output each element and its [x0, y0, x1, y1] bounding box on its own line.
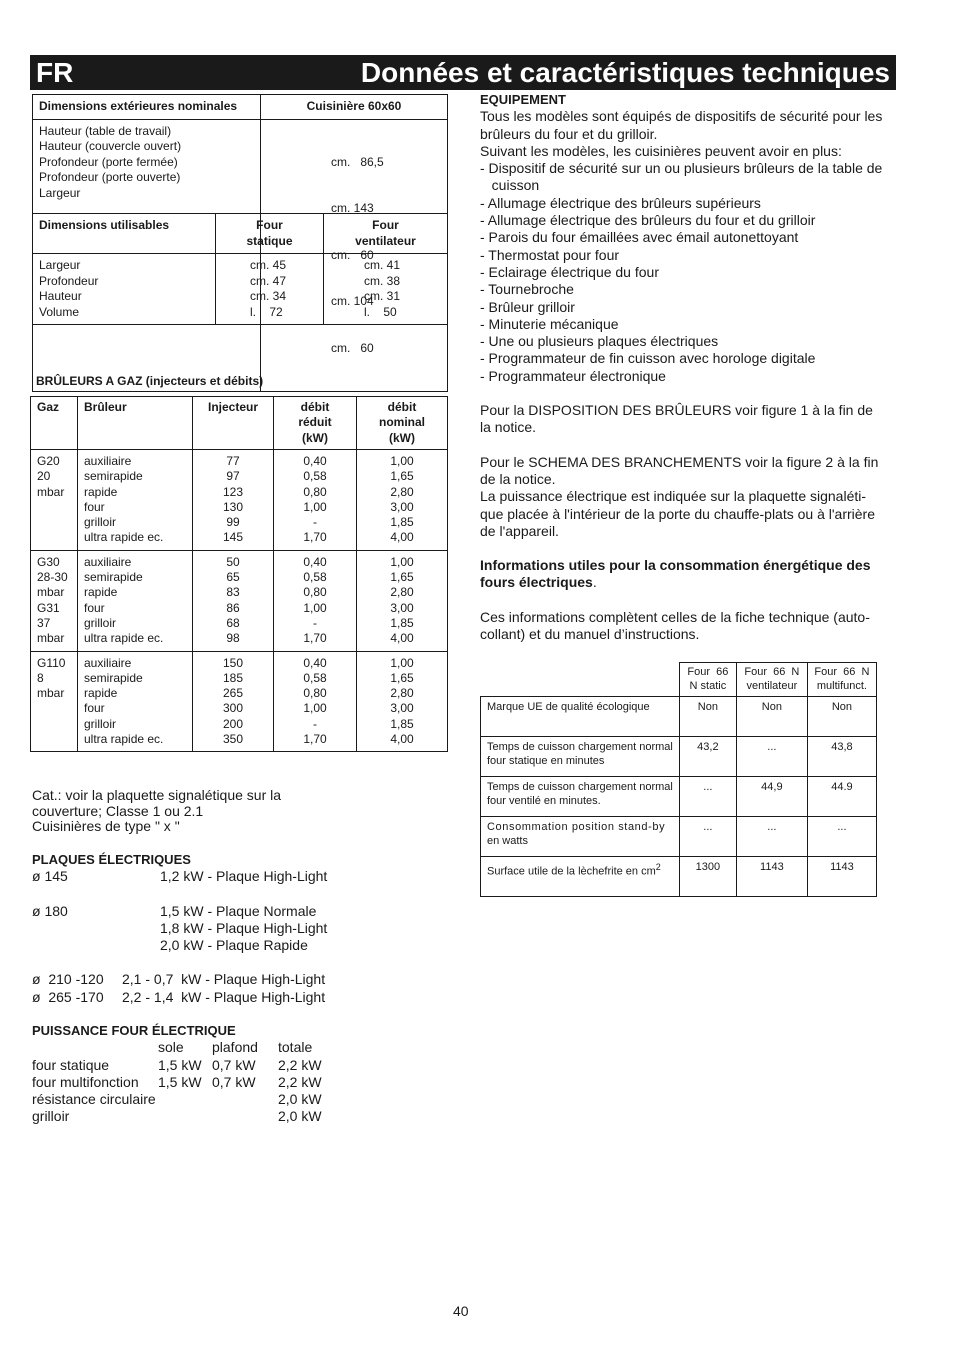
table-cell: ... — [679, 777, 736, 817]
table-row — [481, 777, 877, 817]
list-item: - Allumage électrique des brûleurs supérieurs — [480, 194, 761, 211]
page-header — [30, 55, 896, 90]
power-row: four statique 1,5 kW 0,7 kW 2,2 kW — [32, 1056, 322, 1073]
table-row — [481, 737, 877, 777]
page-number: 40 — [453, 1303, 469, 1319]
list-item: - Programmateur électronique — [480, 367, 666, 384]
list-item: - Brûleur grilloir — [480, 298, 575, 315]
list-item: - Programmateur de fin cuisson avec horologe digitale — [480, 350, 816, 367]
table-header: Brûleur — [78, 397, 193, 450]
table-header: Four 66 N static — [679, 663, 736, 697]
paragraph-line: Ces informations complètent celles de la fiche technique (auto- — [480, 608, 870, 625]
usable-dimensions-table — [32, 213, 448, 325]
plate-row: ø 180 1,5 kW - Plaque Normale — [32, 902, 317, 919]
section-heading: PLAQUES ÉLECTRIQUES — [32, 852, 191, 867]
burner-names: auxiliaire semirapide rapide four grilloir ultra rapide ec. — [78, 651, 193, 752]
static-oven-values: cm. 45 cm. 47 cm. 34 l. 72 — [216, 254, 324, 325]
plate-row: 1,8 kW - Plaque High-Light — [160, 919, 328, 936]
list-item: cuisson — [480, 177, 540, 194]
table-cell: 44,9 — [736, 777, 807, 817]
table-header: Dimensions utilisables — [33, 214, 216, 254]
table-cell: 43,8 — [807, 737, 876, 777]
power-header-row: sole plafond totale — [158, 1039, 313, 1056]
dimension-values: cm. 86,5 cm. 143 cm. 60 cm. 104 cm. 60 — [261, 119, 448, 392]
power-row: grilloir 2,0 kW — [32, 1108, 322, 1125]
row-label: Consommation position stand-by en watts — [481, 817, 680, 857]
reduced-flow-values: 0,40 0,58 0,80 1,00 - 1,70 — [274, 550, 357, 651]
info-heading: fours électriques. — [480, 574, 597, 591]
table-cell: Non — [679, 697, 736, 737]
paragraph-line: brûleurs du four et du grilloir. — [480, 125, 658, 142]
paragraph-line: Tous les modèles sont équipés de dispositifs de sécurité pour les — [480, 108, 883, 125]
gas-type: G30 28-30 mbar G31 37 mbar — [31, 550, 78, 651]
dimension-labels: Hauteur (table de travail) Hauteur (couvercle ouvert) Profondeur (porte fermée) Profondeur (porte ouverte) Largeur — [33, 119, 261, 392]
plate-row: ø 145 1,2 kW - Plaque High-Light — [32, 868, 328, 885]
injector-values: 77 97 123 130 99 145 — [193, 450, 274, 551]
table-cell: Non — [736, 697, 807, 737]
table-cell: 43,2 — [679, 737, 736, 777]
list-item: - Parois du four émaillées avec émail autonettoyant — [480, 229, 799, 246]
table-row — [481, 697, 877, 737]
paragraph-line: Pour la DISPOSITION DES BRÛLEURS voir figure 1 à la fin de — [480, 402, 873, 419]
language-code: FR — [36, 57, 74, 88]
table-cell: ... — [736, 817, 807, 857]
power-row: four multifonction 1,5 kW 0,7 kW 2,2 kW — [32, 1073, 322, 1090]
paragraph-line: La puissance électrique est indiquée sur la plaquette signaléti- — [480, 488, 867, 505]
row-label: Temps de cuisson chargement normal four ventilé en minutes. — [481, 777, 680, 817]
table-row — [31, 550, 448, 651]
section-heading: EQUIPEMENT — [480, 92, 566, 107]
energy-info-table — [480, 662, 877, 897]
category-text: Cat.: voir la plaquette signalétique sur la couverture; Classe 1 ou 2.1 Cuisinières de type " x " — [32, 787, 282, 834]
plate-row: ø 265 -170 2,2 - 1,4 kW - Plaque High-Light — [32, 988, 326, 1005]
table-row — [31, 651, 448, 752]
paragraph-line: la notice. — [480, 419, 537, 436]
row-label: Surface utile de la lèchefrite en $cm^2$ — [481, 857, 680, 897]
gas-burners-table — [30, 396, 448, 752]
paragraph-line: Suivant les modèles, les cuisinières peuvent avoir en plus: — [480, 142, 842, 159]
section-heading: PUISSANCE FOUR ÉLECTRIQUE — [32, 1023, 236, 1038]
table-cell: 1300 — [679, 857, 736, 897]
table-header: débit nominal (kW) — [357, 397, 448, 450]
paragraph-line: collant) et du manuel d’instructions. — [480, 626, 700, 643]
nominal-flow-values: 1,00 1,65 2,80 3,00 1,85 4,00 — [357, 450, 448, 551]
list-item: - Eclairage électrique du four — [480, 263, 659, 280]
table-header: Four 66 N ventilateur — [736, 663, 807, 697]
table-header: Injecteur — [193, 397, 274, 450]
row-label: Marque UE de qualité écologique — [481, 697, 680, 737]
empty-cell — [481, 663, 680, 697]
gas-type: G20 20 mbar — [31, 450, 78, 551]
reduced-flow-values: 0,40 0,58 0,80 1,00 - 1,70 — [274, 450, 357, 551]
list-item: - Tournebroche — [480, 281, 574, 298]
table-cell: ... — [736, 737, 807, 777]
paragraph-line: de la notice. — [480, 470, 556, 487]
injector-values: 150 185 265 300 200 350 — [193, 651, 274, 752]
table-cell: 1143 — [736, 857, 807, 897]
plate-row: 2,0 kW - Plaque Rapide — [160, 937, 308, 954]
table-cell: 44.9 — [807, 777, 876, 817]
paragraph-line: Pour le SCHEMA DES BRANCHEMENTS voir la figure 2 à la fin — [480, 453, 879, 470]
page-title: Données et caractéristiques techniques — [360, 57, 890, 88]
gas-type: G110 8 mbar — [31, 651, 78, 752]
table-row — [481, 857, 877, 897]
info-heading: Informations utiles pour la consommation énergétique des — [480, 557, 871, 574]
burner-names: auxiliaire semirapide rapide four grilloir ultra rapide ec. — [78, 550, 193, 651]
table-cell: Non — [807, 697, 876, 737]
electric-plates-section — [32, 851, 452, 1006]
table-header: Four 66 N multifunct. — [807, 663, 876, 697]
burner-names: auxiliaire semirapide rapide four grilloir ultra rapide ec. — [78, 450, 193, 551]
gas-burners-title: BRÛLEURS A GAZ (injecteurs et débits) — [36, 374, 264, 388]
dimension-labels: Largeur Profondeur Hauteur Volume — [33, 254, 216, 325]
table-header: Cuisinière 60x60 — [261, 95, 448, 120]
table-header: Gaz — [31, 397, 78, 450]
nominal-flow-values: 1,00 1,65 2,80 3,00 1,85 4,00 — [357, 651, 448, 752]
injector-values: 50 65 83 86 68 98 — [193, 550, 274, 651]
row-label: Temps de cuisson chargement normal four statique en minutes — [481, 737, 680, 777]
table-cell: ... — [679, 817, 736, 857]
oven-power-section — [32, 1022, 452, 1126]
paragraph-line: de l'appareil. — [480, 522, 559, 539]
table-header: Four statique — [216, 214, 324, 254]
table-row — [481, 817, 877, 857]
table-cell: 1143 — [807, 857, 876, 897]
list-item: - Une ou plusieurs plaques électriques — [480, 333, 719, 350]
table-row — [31, 450, 448, 551]
table-header: Four ventilateur — [324, 214, 448, 254]
paragraph-line: que placée à l'intérieur de la porte du chauffe-plats ou à l'arrière — [480, 505, 876, 522]
table-header: Dimensions extérieures nominales — [33, 95, 261, 120]
list-item: - Thermostat pour four — [480, 246, 620, 263]
table-header: débit réduit (kW) — [274, 397, 357, 450]
list-item: - Allumage électrique des brûleurs du four et du grilloir — [480, 212, 816, 229]
fan-oven-values: cm. 41 cm. 38 cm. 31 l. 50 — [324, 254, 448, 325]
plate-row: ø 210 -120 2,1 - 0,7 kW - Plaque High-Light — [32, 971, 326, 988]
nominal-flow-values: 1,00 1,65 2,80 3,00 1,85 4,00 — [357, 550, 448, 651]
equipment-section — [480, 91, 900, 643]
table-cell: ... — [807, 817, 876, 857]
list-item: - Minuterie mécanique — [480, 315, 619, 332]
reduced-flow-values: 0,40 0,58 0,80 1,00 - 1,70 — [274, 651, 357, 752]
power-row: résistance circulaire 2,0 kW — [32, 1091, 322, 1108]
list-item: - Dispositif de sécurité sur un ou plusieurs brûleurs de la table de — [480, 160, 883, 177]
